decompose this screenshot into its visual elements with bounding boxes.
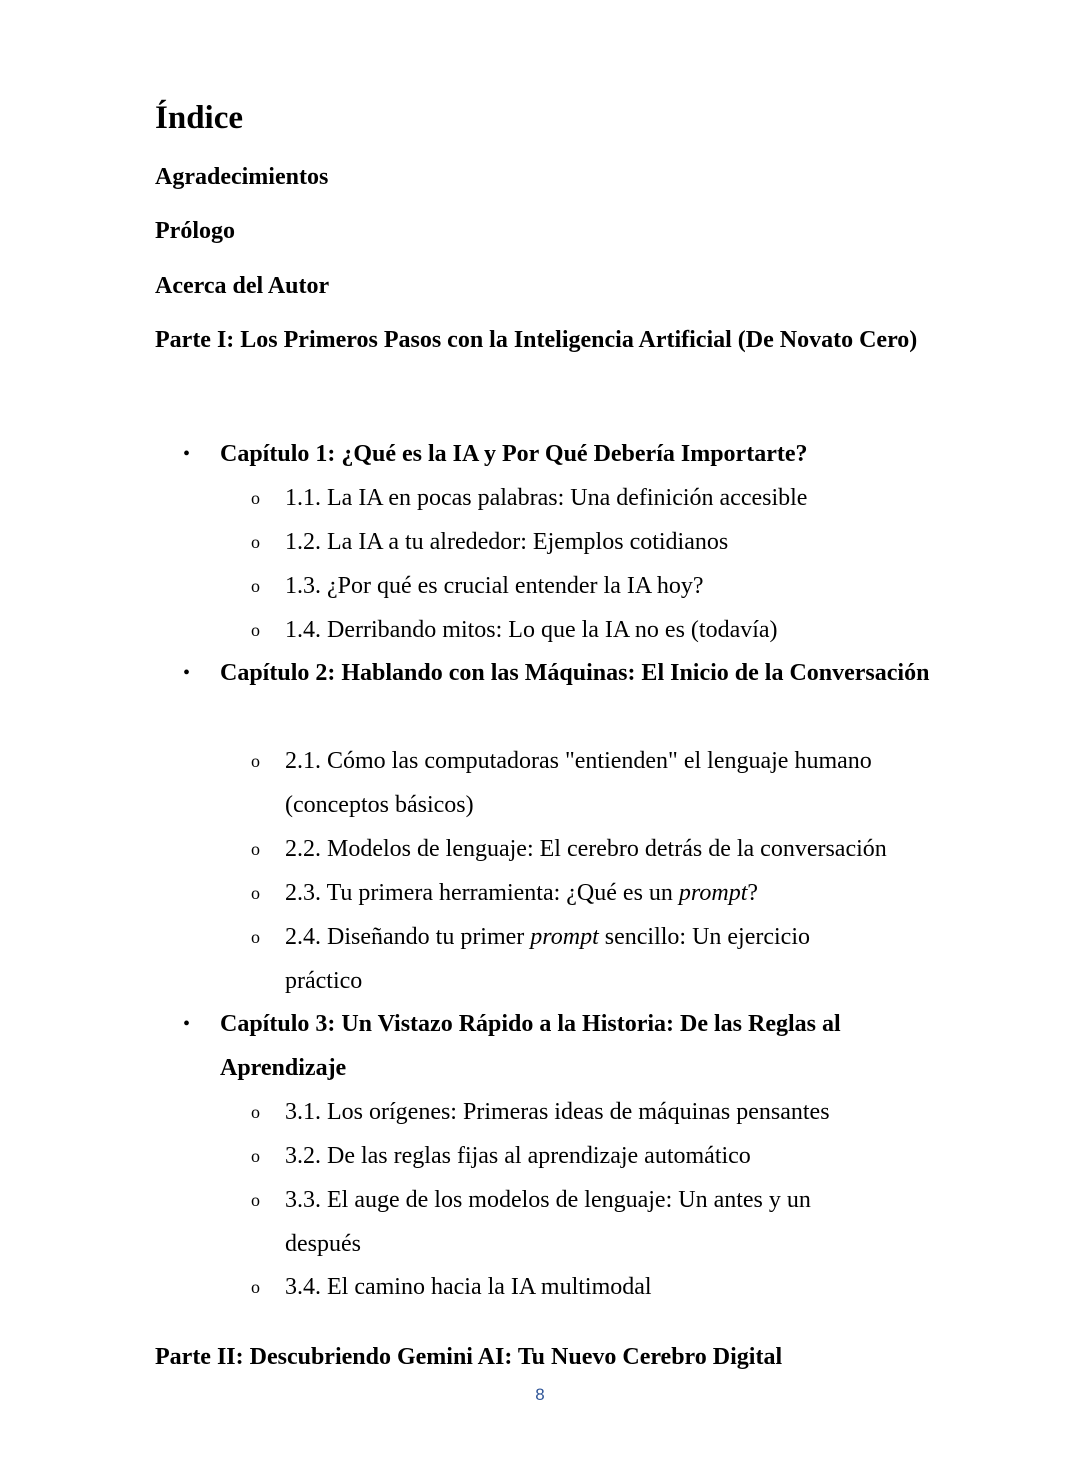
sub-bullet-icon: o xyxy=(251,883,260,903)
section-1-2: 1.2. La IA a tu alrededor: Ejemplos cotidianos xyxy=(285,529,729,555)
sub-bullet-icon: o xyxy=(251,839,260,859)
section-3-2: 3.2. De las reglas fijas al aprendizaje automático xyxy=(285,1143,751,1169)
section-2-1: 2.1. Cómo las computadoras "entienden" el lenguaje humano (conceptos básicos) xyxy=(285,748,872,818)
chapter-3-title: Capítulo 3: Un Vistazo Rápido a la Historia: De las Reglas al Aprendizaje xyxy=(220,1011,841,1081)
sub-bullet-icon: o xyxy=(251,1277,260,1297)
toc-entry-agradecimientos: Agradecimientos xyxy=(155,164,329,190)
sub-bullet-icon: o xyxy=(251,927,260,947)
sub-bullet-icon: o xyxy=(251,488,260,508)
section-2-2: 2.2. Modelos de lenguaje: El cerebro detrás de la conversación xyxy=(285,836,887,862)
sub-bullet-icon: o xyxy=(251,532,260,552)
section-2-4: 2.4. Diseñando tu primer prompt sencillo: Un ejercicio práctico xyxy=(285,924,811,994)
section-2-3: 2.3. Tu primera herramienta: ¿Qué es un prompt? xyxy=(285,880,759,906)
toc-entry-acerca-del-autor: Acerca del Autor xyxy=(155,273,330,299)
sub-bullet-icon: o xyxy=(251,751,260,771)
toc-entry-prologo: Prólogo xyxy=(155,218,235,244)
sub-bullet-icon: o xyxy=(251,620,260,640)
sub-bullet-icon: o xyxy=(251,1190,260,1210)
sub-bullet-icon: o xyxy=(251,576,260,596)
chapter-1-title: Capítulo 1: ¿Qué es la IA y Por Qué Debería Importarte? xyxy=(220,441,808,467)
sub-bullet-icon: o xyxy=(251,1146,260,1166)
part-2-heading: Parte II: Descubriendo Gemini AI: Tu Nuevo Cerebro Digital xyxy=(155,1344,783,1370)
section-3-1: 3.1. Los orígenes: Primeras ideas de máquinas pensantes xyxy=(285,1099,830,1125)
part-1-heading: Parte I: Los Primeros Pasos con la Inteligencia Artificial (De Novato Cero) xyxy=(155,327,918,353)
page-title: Índice xyxy=(155,100,244,136)
page-number: 8 xyxy=(535,1385,545,1404)
bullet-icon: • xyxy=(183,662,191,684)
section-1-3: 1.3. ¿Por qué es crucial entender la IA hoy? xyxy=(285,573,704,599)
section-1-4: 1.4. Derribando mitos: Lo que la IA no es (todavía) xyxy=(285,617,778,643)
section-3-3: 3.3. El auge de los modelos de lenguaje: Un antes y un después xyxy=(285,1187,811,1257)
sub-bullet-icon: o xyxy=(251,1102,260,1122)
chapter-2-title: Capítulo 2: Hablando con las Máquinas: El Inicio de la Conversación xyxy=(220,660,930,686)
bullet-icon: • xyxy=(183,1013,191,1035)
section-1-1: 1.1. La IA en pocas palabras: Una definición accesible xyxy=(285,485,808,511)
section-3-4: 3.4. El camino hacia la IA multimodal xyxy=(285,1274,652,1300)
bullet-icon: • xyxy=(183,443,191,465)
